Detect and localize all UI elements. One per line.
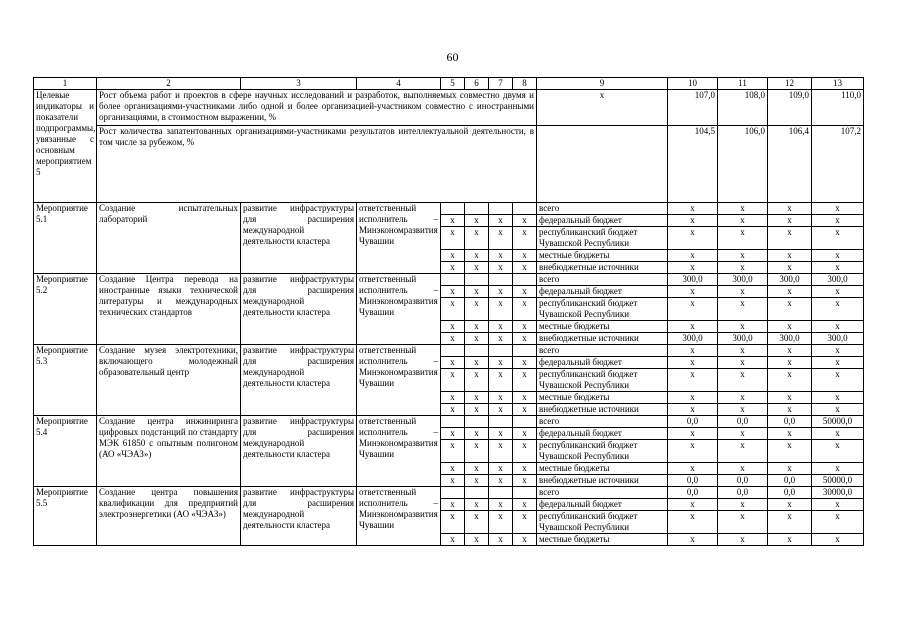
funding-value: 300,0 (768, 333, 812, 345)
period-cell: x (489, 250, 513, 262)
header-cell: 3 (241, 78, 357, 90)
period-cell: x (489, 298, 513, 321)
funding-value: x (812, 404, 864, 416)
period-cell: x (489, 404, 513, 416)
period-cell: x (441, 357, 465, 369)
funding-value: 300,0 (668, 333, 718, 345)
funding-value: x (768, 511, 812, 534)
funding-value: 0,0 (668, 475, 718, 487)
period-cell: x (441, 511, 465, 534)
funding-value: x (668, 203, 718, 215)
period-cell: x (465, 369, 489, 392)
funding-value: x (812, 298, 864, 321)
funding-source: всего (537, 203, 668, 215)
funding-value: x (718, 345, 768, 357)
funding-source: внебюджетные источники (537, 262, 668, 274)
funding-value: x (718, 369, 768, 392)
header-cell: 12 (768, 78, 812, 90)
funding-value: x (812, 428, 864, 440)
funding-value: x (768, 392, 812, 404)
period-cell: x (513, 227, 537, 250)
period-cell: x (513, 369, 537, 392)
header-row (34, 78, 864, 90)
indicator-value: 107,2 (812, 126, 864, 203)
header-cell: 10 (668, 78, 718, 90)
funding-value: x (812, 440, 864, 463)
funding-value: 300,0 (768, 274, 812, 286)
funding-value: x (718, 286, 768, 298)
funding-value: x (718, 428, 768, 440)
funding-value: x (812, 511, 864, 534)
period-cell: x (441, 250, 465, 262)
indicator-text: Рост количества запатентованных организациями-участниками результатов интеллектуальной деятельности, в том числе за рубежом, % (97, 126, 537, 203)
funding-value: x (668, 250, 718, 262)
funding-value: x (718, 203, 768, 215)
indicator-text: Рост объема работ и проектов в сфере научных исследований и разработок, выполняемых совместно двумя и более организациями-участниками либо одной и более организацией-участником совместно с иностранными организациями, в стоимостном выражении, % (97, 90, 537, 126)
header-cell: 9 (537, 78, 668, 90)
period-cell: x (441, 298, 465, 321)
funding-value: x (668, 286, 718, 298)
measure-description: Создание центра повышения квалификации для предприятий электроэнергетики (АО «ЧЭАЗ») (97, 487, 241, 546)
measure-name: Мероприятие 5.1 (34, 203, 97, 274)
funding-value: x (768, 250, 812, 262)
period-cell: x (441, 227, 465, 250)
funding-value: 300,0 (668, 274, 718, 286)
period-cell: x (465, 286, 489, 298)
funding-value: x (668, 534, 718, 546)
funding-value: x (768, 262, 812, 274)
funding-source: внебюджетные источники (537, 475, 668, 487)
measure-row (34, 345, 864, 357)
period-cell: x (465, 475, 489, 487)
period-cell (465, 487, 489, 499)
funding-value: x (768, 440, 812, 463)
period-cell: x (489, 440, 513, 463)
funding-value: x (718, 392, 768, 404)
funding-value: x (668, 298, 718, 321)
funding-value: 300,0 (812, 333, 864, 345)
period-cell: x (489, 392, 513, 404)
header-cell: 1 (34, 78, 97, 90)
funding-value: 0,0 (768, 487, 812, 499)
period-cell: x (513, 392, 537, 404)
period-cell: x (489, 357, 513, 369)
period-cell: x (513, 215, 537, 227)
period-cell: x (513, 475, 537, 487)
funding-value: x (812, 250, 864, 262)
funding-value: x (718, 321, 768, 333)
period-cell: x (513, 511, 537, 534)
period-cell (489, 274, 513, 286)
measure-description: Создание центра инжиниринга цифровых подстанций по стандарту МЭК 61850 с опытным полигоном (АО «ЧЭАЗ») (97, 416, 241, 487)
funding-source: республиканский бюджет Чувашской Республики (537, 298, 668, 321)
funding-value: 0,0 (668, 487, 718, 499)
funding-value: x (768, 463, 812, 475)
period-cell: x (465, 215, 489, 227)
header-cell: 2 (97, 78, 241, 90)
period-cell: x (489, 534, 513, 546)
funding-value: x (768, 227, 812, 250)
funding-value: x (812, 392, 864, 404)
funding-value: 300,0 (812, 274, 864, 286)
funding-value: x (668, 357, 718, 369)
funding-value: x (668, 499, 718, 511)
period-cell: x (441, 463, 465, 475)
funding-value: x (668, 321, 718, 333)
period-cell: x (441, 440, 465, 463)
period-cell: x (513, 286, 537, 298)
period-cell (513, 203, 537, 215)
measure-task: развитие инфраструктуры для расширения международной деятельности кластера (241, 487, 357, 546)
period-cell: x (465, 463, 489, 475)
indicator-value: 107,0 (668, 90, 718, 126)
funding-value: x (768, 298, 812, 321)
header-cell: 13 (812, 78, 864, 90)
measure-row (34, 487, 864, 499)
funding-source: республиканский бюджет Чувашской Республики (537, 511, 668, 534)
funding-value: 50000,0 (812, 416, 864, 428)
period-cell: x (441, 428, 465, 440)
period-cell: x (465, 298, 489, 321)
funding-value: x (768, 499, 812, 511)
funding-value: x (812, 203, 864, 215)
funding-value: x (668, 262, 718, 274)
funding-value: x (768, 534, 812, 546)
period-cell: x (513, 428, 537, 440)
funding-value: x (812, 499, 864, 511)
measure-task: развитие инфраструктуры для расширения международной деятельности кластера (241, 274, 357, 345)
measure-description: Создание музея электротехники, включающего молодежный образовательный центр (97, 345, 241, 416)
funding-value: x (718, 499, 768, 511)
funding-value: 300,0 (718, 333, 768, 345)
funding-value: x (668, 463, 718, 475)
page-number: 60 (446, 50, 459, 64)
period-cell: x (465, 227, 489, 250)
funding-source: всего (537, 487, 668, 499)
funding-value: x (718, 227, 768, 250)
period-cell (441, 345, 465, 357)
funding-value: x (768, 369, 812, 392)
funding-value: x (768, 286, 812, 298)
funding-value: x (812, 321, 864, 333)
funding-value: x (718, 511, 768, 534)
period-cell: x (489, 227, 513, 250)
funding-value: x (768, 215, 812, 227)
funding-value: x (718, 357, 768, 369)
funding-value: x (668, 428, 718, 440)
period-cell: x (441, 262, 465, 274)
measure-executor: ответственный исполнитель – Минэкономразвития Чувашии (357, 203, 441, 274)
funding-source: местные бюджеты (537, 463, 668, 475)
funding-source: республиканский бюджет Чувашской Республики (537, 369, 668, 392)
funding-value: x (768, 203, 812, 215)
period-cell: x (465, 511, 489, 534)
measure-description: Создание испытательных лабораторий (97, 203, 241, 274)
measure-executor: ответственный исполнитель – Минэкономразвития Чувашии (357, 487, 441, 546)
period-cell (489, 203, 513, 215)
header-cell: 4 (357, 78, 441, 90)
funding-source: всего (537, 416, 668, 428)
funding-value: x (812, 286, 864, 298)
period-cell: x (489, 428, 513, 440)
funding-source: всего (537, 274, 668, 286)
period-cell: x (489, 499, 513, 511)
period-cell: x (465, 499, 489, 511)
period-cell: x (441, 215, 465, 227)
header-cell: 8 (513, 78, 537, 90)
measure-task: развитие инфраструктуры для расширения международной деятельности кластера (241, 345, 357, 416)
period-cell: x (441, 286, 465, 298)
indicator-value: 104,5 (668, 126, 718, 203)
funding-value: x (718, 534, 768, 546)
period-cell: x (513, 440, 537, 463)
period-cell (489, 487, 513, 499)
measure-name: Мероприятие 5.4 (34, 416, 97, 487)
period-cell: x (441, 475, 465, 487)
period-cell (441, 487, 465, 499)
period-cell: x (465, 262, 489, 274)
funding-value: x (768, 357, 812, 369)
funding-value: 50000,0 (812, 475, 864, 487)
period-cell: x (465, 392, 489, 404)
funding-value: x (768, 404, 812, 416)
measure-name: Мероприятие 5.2 (34, 274, 97, 345)
measure-task: развитие инфраструктуры для расширения международной деятельности кластера (241, 203, 357, 274)
header-cell: 5 (441, 78, 465, 90)
funding-value: x (812, 345, 864, 357)
measure-executor: ответственный исполнитель – Минэкономразвития Чувашии (357, 345, 441, 416)
header-cell: 7 (489, 78, 513, 90)
indicator-value: 110,0 (812, 90, 864, 126)
measure-row (34, 274, 864, 286)
period-cell (465, 416, 489, 428)
funding-value: x (812, 262, 864, 274)
indicator-col9: x (537, 90, 668, 126)
period-cell: x (513, 463, 537, 475)
period-cell (465, 203, 489, 215)
header-cell: 6 (465, 78, 489, 90)
period-cell: x (489, 215, 513, 227)
funding-value: x (668, 369, 718, 392)
funding-value: 0,0 (768, 416, 812, 428)
funding-source: федеральный бюджет (537, 357, 668, 369)
period-cell: x (465, 333, 489, 345)
funding-source: местные бюджеты (537, 321, 668, 333)
indicators-label: Целевые индикаторы и показатели подпрограммы, увязанные с основным мероприятием 5 (34, 90, 97, 203)
funding-source: федеральный бюджет (537, 499, 668, 511)
indicator-row (34, 126, 864, 203)
period-cell: x (489, 321, 513, 333)
period-cell (465, 345, 489, 357)
funding-value: x (668, 392, 718, 404)
period-cell (489, 345, 513, 357)
period-cell: x (441, 321, 465, 333)
header-cell: 11 (718, 78, 768, 90)
measure-executor: ответственный исполнитель – Минэкономразвития Чувашии (357, 274, 441, 345)
funding-value: 0,0 (718, 416, 768, 428)
funding-value: 0,0 (718, 475, 768, 487)
funding-source: местные бюджеты (537, 534, 668, 546)
indicator-row (34, 90, 864, 126)
period-cell: x (513, 404, 537, 416)
period-cell: x (513, 534, 537, 546)
funding-value: 300,0 (718, 274, 768, 286)
period-cell: x (441, 392, 465, 404)
funding-value: 30000,0 (812, 487, 864, 499)
indicator-col9 (537, 126, 668, 203)
funding-value: x (768, 321, 812, 333)
period-cell: x (489, 463, 513, 475)
period-cell: x (465, 428, 489, 440)
funding-value: x (718, 404, 768, 416)
funding-source: федеральный бюджет (537, 215, 668, 227)
measure-row (34, 416, 864, 428)
period-cell: x (513, 250, 537, 262)
period-cell: x (465, 357, 489, 369)
indicator-value: 109,0 (768, 90, 812, 126)
period-cell: x (441, 499, 465, 511)
funding-value: x (718, 463, 768, 475)
funding-value: x (718, 262, 768, 274)
indicator-value: 108,0 (718, 90, 768, 126)
table-body (34, 78, 864, 546)
period-cell: x (513, 298, 537, 321)
period-cell (513, 345, 537, 357)
period-cell: x (489, 333, 513, 345)
period-cell: x (441, 404, 465, 416)
funding-value: x (718, 250, 768, 262)
funding-source: республиканский бюджет Чувашской Республики (537, 440, 668, 463)
funding-value: x (812, 463, 864, 475)
funding-source: внебюджетные источники (537, 333, 668, 345)
measure-executor: ответственный исполнитель – Минэкономразвития Чувашии (357, 416, 441, 487)
period-cell: x (441, 369, 465, 392)
funding-source: местные бюджеты (537, 392, 668, 404)
period-cell: x (513, 499, 537, 511)
funding-value: x (768, 345, 812, 357)
period-cell (465, 274, 489, 286)
funding-value: x (668, 227, 718, 250)
funding-source: всего (537, 345, 668, 357)
funding-value: x (718, 298, 768, 321)
funding-source: местные бюджеты (537, 250, 668, 262)
period-cell (441, 203, 465, 215)
period-cell: x (465, 404, 489, 416)
period-cell (489, 416, 513, 428)
funding-value: x (668, 511, 718, 534)
measure-name: Мероприятие 5.5 (34, 487, 97, 546)
period-cell: x (465, 321, 489, 333)
period-cell (513, 416, 537, 428)
funding-value: x (668, 404, 718, 416)
funding-source: республиканский бюджет Чувашской Республики (537, 227, 668, 250)
funding-value: x (768, 428, 812, 440)
funding-value: x (718, 215, 768, 227)
funding-source: федеральный бюджет (537, 428, 668, 440)
measure-task: развитие инфраструктуры для расширения международной деятельности кластера (241, 416, 357, 487)
funding-value: 0,0 (718, 487, 768, 499)
measure-name: Мероприятие 5.3 (34, 345, 97, 416)
period-cell: x (465, 440, 489, 463)
program-table (33, 77, 864, 546)
funding-value: x (668, 345, 718, 357)
measure-description: Создание Центра перевода на иностранные языки технической литературы и международных технических стандартов (97, 274, 241, 345)
period-cell (441, 274, 465, 286)
funding-value: 0,0 (668, 416, 718, 428)
funding-value: x (668, 440, 718, 463)
period-cell (513, 487, 537, 499)
measure-row (34, 203, 864, 215)
period-cell: x (465, 534, 489, 546)
period-cell: x (441, 534, 465, 546)
funding-value: x (718, 440, 768, 463)
funding-value: 0,0 (768, 475, 812, 487)
indicator-value: 106,0 (718, 126, 768, 203)
period-cell: x (489, 369, 513, 392)
period-cell: x (513, 333, 537, 345)
period-cell: x (513, 357, 537, 369)
funding-value: x (812, 369, 864, 392)
period-cell: x (465, 250, 489, 262)
period-cell: x (489, 286, 513, 298)
period-cell: x (489, 262, 513, 274)
period-cell: x (513, 262, 537, 274)
period-cell (441, 416, 465, 428)
period-cell: x (489, 511, 513, 534)
funding-value: x (812, 227, 864, 250)
funding-value: x (812, 215, 864, 227)
indicator-value: 106,4 (768, 126, 812, 203)
period-cell (513, 274, 537, 286)
funding-source: внебюджетные источники (537, 404, 668, 416)
period-cell: x (513, 321, 537, 333)
period-cell: x (441, 333, 465, 345)
period-cell: x (489, 475, 513, 487)
funding-value: x (812, 534, 864, 546)
funding-source: федеральный бюджет (537, 286, 668, 298)
funding-value: x (812, 357, 864, 369)
funding-value: x (668, 215, 718, 227)
